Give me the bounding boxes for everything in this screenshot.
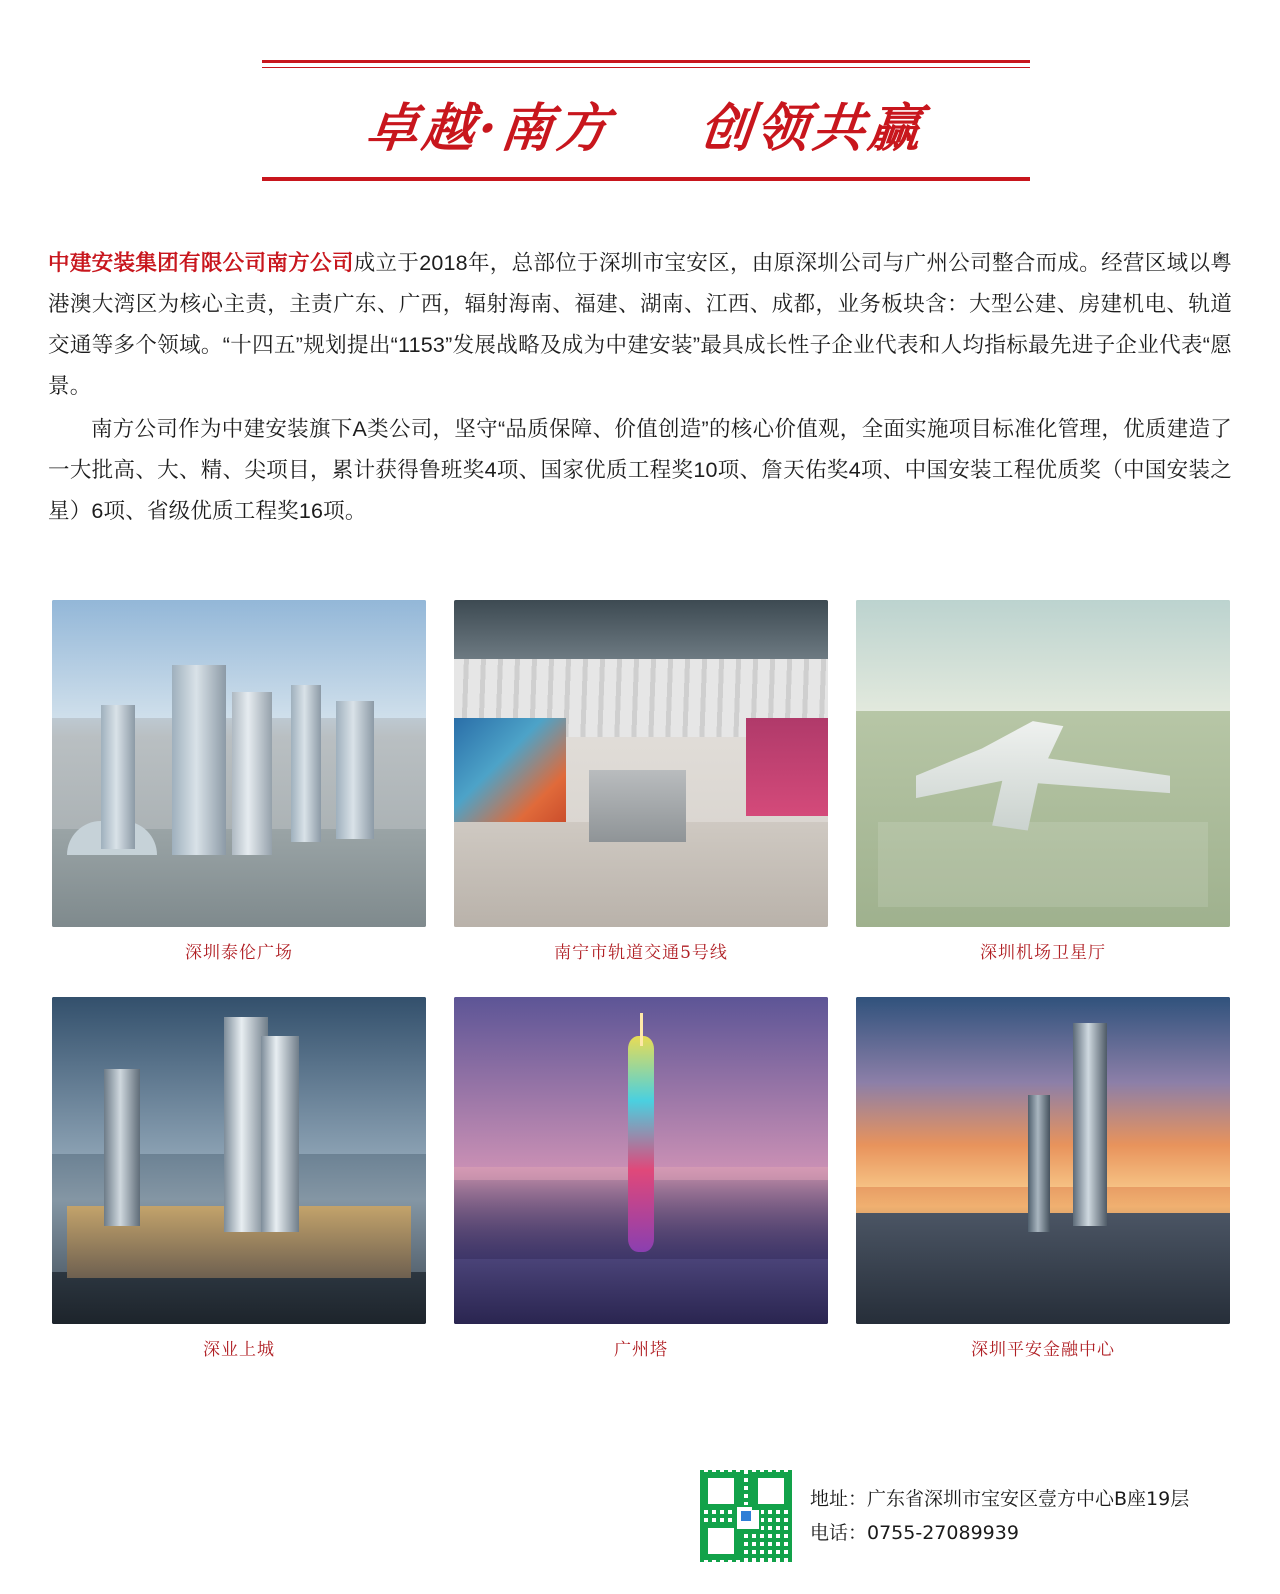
nanning-metro-line5-photo <box>454 600 828 927</box>
page-header <box>262 60 1030 181</box>
contact-info <box>810 1482 1189 1550</box>
slogan-right: 创领共赢 <box>697 98 928 159</box>
shenzhen-airport-satellite-hall-photo <box>856 600 1230 927</box>
intro-paragraph-1-text: 成立于2018年，总部位于深圳市宝安区，由原深圳公司与广州公司整合而成。经营区域以粤港澳大湾区为核心主责，主责广东、广西，辐射海南、福建、湖南、江西、成都，业务板块含：大型公建、房建机电、轨道交通等多个领域。“十四五”规划提出“1153”发展战略及成为中建安装”最具成长性子企业代表和人均指标最先进子企业代表“愿景。 <box>48 251 1233 398</box>
wechat-qr-code[interactable] <box>700 1470 792 1562</box>
gallery-item <box>52 600 426 963</box>
company-name: 中建安装集团有限公司南方公司 <box>48 251 354 275</box>
gallery-caption: 深圳泰伦广场 <box>185 943 293 963</box>
gallery-row-1 <box>52 600 1232 963</box>
shenye-upperhills-photo <box>52 997 426 1324</box>
header-rule-bottom <box>262 178 1030 181</box>
gallery-item <box>454 600 828 963</box>
gallery-row-2 <box>52 997 1232 1360</box>
shenzhen-ping-an-finance-centre-photo <box>856 997 1230 1324</box>
company-introduction <box>48 243 1232 534</box>
canton-tower-photo <box>454 997 828 1324</box>
gallery-item <box>856 600 1230 963</box>
contact-address: 地址：广东省深圳市宝安区壹方中心B座19层 <box>810 1488 1190 1510</box>
header-rule-top <box>262 60 1030 63</box>
intro-paragraph-2: 南方公司作为中建安装旗下A类公司，坚守“品质保障、价值创造”的核心价值观，全面实施项目标准化管理，优质建造了一大批高、大、精、尖项目，累计获得鲁班奖4项、国家优质工程奖10项、詹天佑奖4项、中国安装工程优质奖（中国安装之星）6项、省级优质工程奖16项。 <box>48 417 1232 523</box>
project-gallery <box>52 600 1232 1360</box>
slogan-row <box>262 68 1030 177</box>
gallery-item <box>856 997 1230 1360</box>
shenzhen-tailun-plaza-photo <box>52 600 426 927</box>
gallery-caption: 深圳机场卫星厅 <box>980 943 1106 963</box>
gallery-caption: 深圳平安金融中心 <box>971 1340 1115 1360</box>
gallery-caption: 南宁市轨道交通5号线 <box>554 943 728 963</box>
contact-phone: 电话：0755-27089939 <box>810 1522 1019 1544</box>
intro-paragraph-1 <box>48 243 1232 407</box>
gallery-caption: 深业上城 <box>203 1340 275 1360</box>
gallery-item <box>454 997 828 1360</box>
gallery-caption: 广州塔 <box>614 1340 668 1360</box>
gallery-item <box>52 997 426 1360</box>
slogan-left: 卓越·南方 <box>363 98 616 159</box>
page-footer <box>700 1470 1220 1562</box>
